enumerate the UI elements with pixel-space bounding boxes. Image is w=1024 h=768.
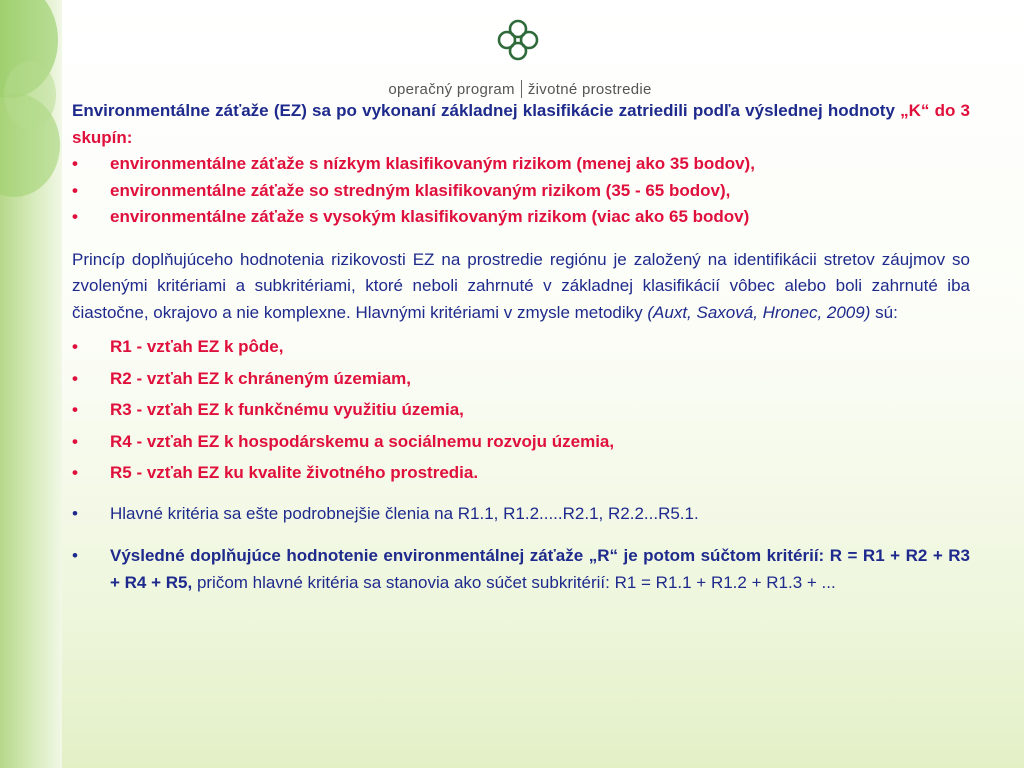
result-list [72,543,970,596]
four-leaf-clover-logo-icon [496,18,540,62]
principle-citation: (Auxt, Saxová, Hronec, 2009) [647,302,871,322]
list-item [72,334,970,361]
list-item [72,397,970,424]
program-logo-text [300,80,740,98]
intro-highlight: „K“ do 3 skupín: [72,101,970,147]
intro-text: Environmentálne záťaže (EZ) sa po vykonaní základnej klasifikácie zatriedili podľa výslednej hodnoty [72,101,901,120]
logo-text-right: životné prostredie [527,81,652,98]
list-item-text: R2 - vzťah EZ k chráneným územiam, [110,368,412,388]
result-normal-text: pričom hlavné kritéria sa stanovia ako súčet subkritérií: R1 = R1.1 + R1.2 + R1.3 + ... [192,572,836,592]
list-item [72,151,970,178]
list-item [72,204,970,231]
list-item [72,178,970,205]
criteria-list [72,334,970,487]
principle-end: sú: [870,302,898,322]
list-item [72,366,970,393]
list-item [72,460,970,487]
bullet-icon: • [72,431,78,451]
logo-text-left: operačný program [388,81,515,98]
bullet-icon: • [72,400,78,419]
bullet-icon: • [72,546,78,565]
bullet-icon: • [72,207,78,226]
left-decorative-band [0,0,62,768]
list-item-text: environmentálne záťaže so stredným klasifikovaným rizikom (35 - 65 bodov), [110,180,731,200]
list-item-text: R3 - vzťah EZ k funkčnému využitiu územia, [110,400,464,419]
bullet-icon: • [72,503,78,523]
clover-leaf-decoration [0,0,62,768]
bullet-icon: • [72,180,78,200]
header [300,18,740,98]
principle-paragraph [72,247,970,327]
subcriteria-note: Hlavné kritéria sa ešte podrobnejšie členia na R1.1, R1.2.....R2.1, R2.2...R5.1. [110,503,699,523]
logo-separator [521,80,522,98]
bullet-icon: • [72,463,78,482]
list-item [72,501,970,528]
list-item-text: environmentálne záťaže s vysokým klasifikovaným rizikom (viac ako 65 bodov) [110,207,750,226]
list-item [72,543,970,596]
list-item-text: R5 - vzťah EZ ku kvalite životného prostredia. [110,463,479,482]
bullet-icon: • [72,368,78,388]
slide-content [72,98,970,596]
subcriteria-list [72,501,970,528]
bullet-icon: • [72,154,78,173]
result-bold-text: Výsledné doplňujúce hodnotenie environmentálnej záťaže „R“ je potom súčtom kritérií: R = R1 + R2 + R3 + R4 + R5, [110,546,970,592]
list-item-text: R4 - vzťah EZ k hospodárskemu a sociálnemu rozvoju územia, [110,431,615,451]
list-item-text: R1 - vzťah EZ k pôde, [110,337,284,356]
bullet-icon: • [72,337,78,356]
list-item [72,429,970,456]
intro-paragraph [72,98,970,151]
principle-text: Princíp doplňujúceho hodnotenia rizikovosti EZ na prostredie regiónu je založený na identifikácii stretov záujmov so zvolenými kritériami a subkritériami, ktoré neboli zahrnuté v základnej klasifikácií vôbec alebo boli zahrnuté iba čiastočne, okrajovo a nie komplexne. Hlavnými kritériami v zmysle metodiky [72,249,970,322]
risk-groups-list [72,151,970,231]
list-item-text: environmentálne záťaže s nízkym klasifikovaným rizikom (menej ako 35 bodov), [110,154,755,173]
